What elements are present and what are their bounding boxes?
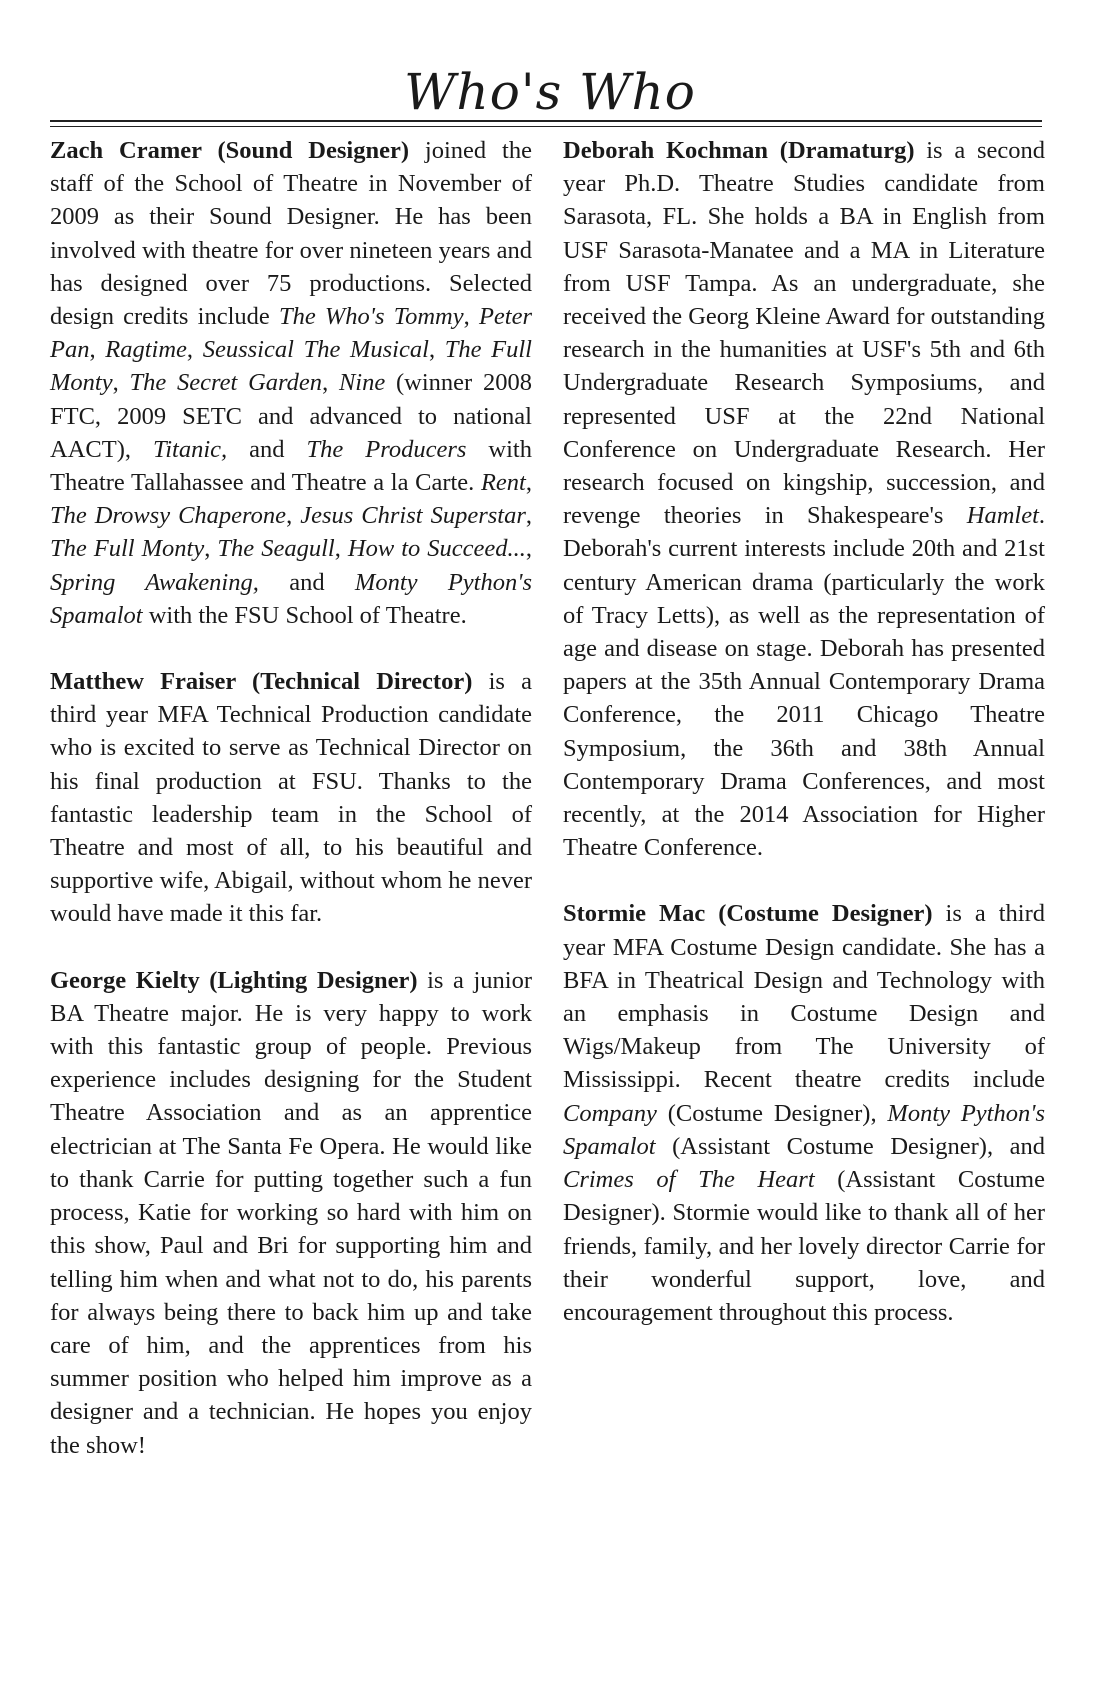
page-title: Who's Who <box>404 63 696 121</box>
separator: , <box>463 303 479 331</box>
work-title: The Full Monty <box>50 336 532 397</box>
bio-text: (Costume Designer), <box>656 1099 888 1127</box>
separator: , <box>525 535 533 563</box>
right-column <box>563 134 1045 1362</box>
title-rule-top <box>50 120 1042 122</box>
bio-stormie-mac <box>563 897 1045 1329</box>
bio-text: is a third year MFA Costume Design candidate. She has a BFA in Theatrical Design and Technology with an emphasis in Costume Design and Wigs/Makeup from The University of Mississippi. Recent theatre credits include <box>563 900 1045 1094</box>
bio-text: . Deborah's current interests include 20th and 21st century American drama (particularly the work of Tracy Letts), as well as the representation of age and disease on stage. Deborah has presented papers at the 35th Annual Contemporary Drama Conference, the 2011 Chicago Theatre Symposium, the 36th and 38th Annual Contemporary Drama Conferences, and most recently, at the 2014 Association for Higher Theatre Conference. <box>563 502 1045 862</box>
separator: , <box>186 336 203 364</box>
bio-text: with the FSU School of Theatre. <box>142 601 467 629</box>
work-title: Spring Awakening, <box>50 568 259 596</box>
work-title: Monty Python's Spamalot <box>563 1099 1045 1160</box>
bio-text: is a third year MFA Technical Production candidate who is excited to serve as Technical Director on his final production at FSU. Thanks to the fantastic leadership team in the School of Theatre and most of all, to his beautiful and supportive wife, Abigail, without whom he never would have made it this far. <box>50 668 533 928</box>
bio-text: with Theatre Tallahassee and Theatre a la Carte. <box>50 435 532 497</box>
separator: , <box>525 502 532 530</box>
separator: , <box>525 469 532 497</box>
bio-text: is a second year Ph.D. Theatre Studies candidate from Sarasota, FL. She holds a BA in English from USF Sarasota-Manatee and a MA in Literature from USF Tampa. As an undergraduate, she received the Georg Kleine Award for outstanding research in the humanities at USF's 5th and 6th Undergraduate Research Symposiums, and represented USF at the 22nd National Conference on Undergraduate Research. Her research focused on kingship, succession, and revenge theories in Shakespeare's <box>563 137 1045 530</box>
bio-name: Deborah Kochman (Dramaturg) <box>563 137 915 164</box>
bio-text: (Assistant Costume Designer), and <box>655 1132 1045 1160</box>
work-title: Jesus Christ Superstar <box>300 502 526 530</box>
work-title: The Producers <box>306 435 467 463</box>
separator: , <box>334 535 348 563</box>
work-title: Seussical The Musical <box>202 336 429 364</box>
work-title: The Drowsy Chaperone <box>50 502 287 530</box>
bio-zach-cramer <box>50 134 532 632</box>
title-rule-bottom <box>50 126 1042 127</box>
work-title: Titanic, <box>152 435 228 463</box>
bio-name: Stormie Mac (Costume Designer) <box>563 900 933 928</box>
work-title: Hamlet <box>966 502 1039 530</box>
work-title: The Seagull <box>217 535 335 563</box>
left-column <box>50 134 532 1495</box>
bio-text: and <box>227 435 307 463</box>
work-title: Ragtime <box>105 336 187 364</box>
work-title: Peter Pan <box>50 303 532 364</box>
separator: , <box>89 336 106 364</box>
work-title: Monty Python's Spamalot <box>50 568 532 629</box>
bio-text: and <box>258 568 355 596</box>
bio-deborah-kochman <box>563 134 1045 864</box>
separator: , <box>322 369 339 397</box>
work-title: The Who's Tommy <box>278 303 464 331</box>
bio-name: Zach Cramer (Sound Designer) <box>50 137 409 164</box>
work-title: The Full Monty <box>50 535 205 563</box>
bio-text: joined the staff of the School of Theatre in November of 2009 as their Sound Designer. He has been involved with theatre for over nineteen years and has designed over 75 productions. Selected design credits include <box>50 137 532 331</box>
work-title: Crimes of The Heart <box>563 1166 815 1194</box>
separator: , <box>204 535 218 563</box>
work-title: The Secret Garden <box>129 369 323 397</box>
bio-text: is a junior BA Theatre major. He is very happy to work with this fantastic group of people. Previous experience includes designing for the Student Theatre Association and as an apprentice electrician at The Santa Fe Opera. He would like to thank Carrie for putting together such a fun process, Katie for working so hard with him on this show, Paul and Bri for supporting him and telling him when and what not to do, his parents for always being there to back him up and take care of him, and the apprentices from his summer position who helped him improve as a designer and a technician. He hopes you enjoy the show! <box>50 966 532 1459</box>
bio-name: George Kielty (Lighting Designer) <box>50 966 418 994</box>
work-title: Nine <box>338 369 386 397</box>
separator: , <box>112 369 130 397</box>
work-title: Rent <box>480 469 526 497</box>
separator: , <box>428 336 445 364</box>
bio-matthew-fraiser <box>50 665 532 931</box>
separator: , <box>286 502 301 530</box>
bio-text: (winner 2008 FTC, 2009 SETC and advanced to national AACT), <box>50 369 532 463</box>
work-title: How to Succeed... <box>347 535 526 563</box>
bio-name: Matthew Fraiser (Technical Director) <box>50 668 473 696</box>
bio-george-kielty <box>50 964 532 1462</box>
work-title: Company <box>563 1099 657 1127</box>
bio-text: (Assistant Costume Designer). Stormie would like to thank all of her friends, family, and her lovely director Carrie for their wonderful support, love, and encouragement throughout this process. <box>563 1166 1045 1326</box>
